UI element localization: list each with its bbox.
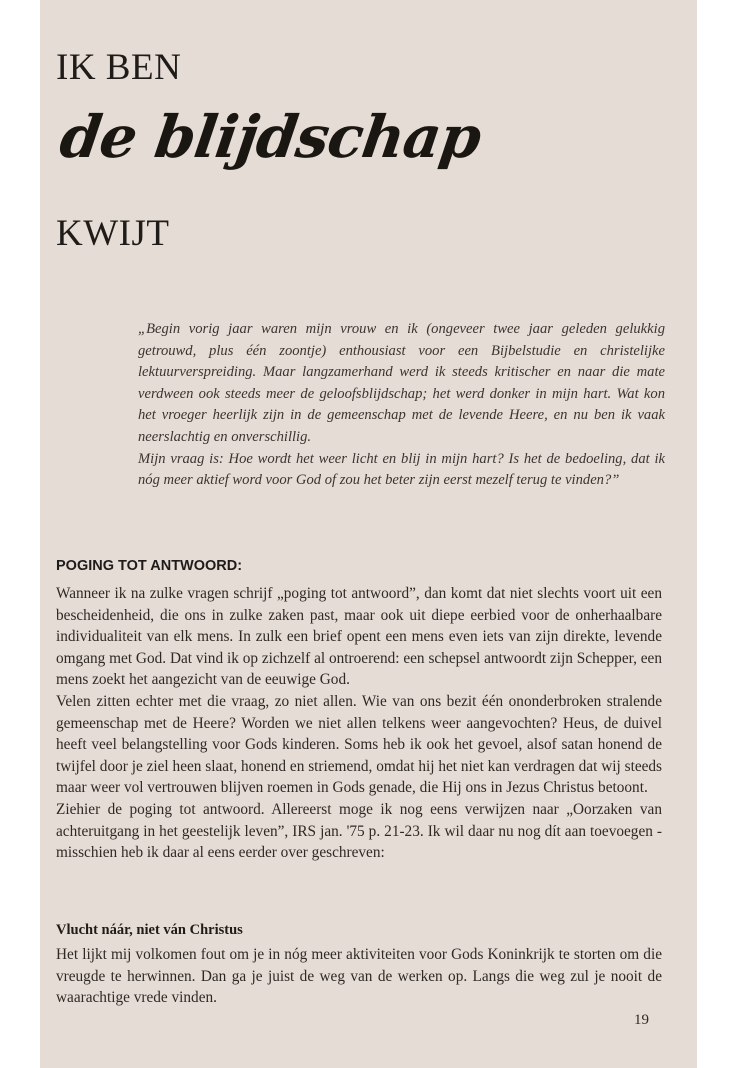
quote-paragraph: Mijn vraag is: Hoe wordt het weer licht en blij in mijn hart? Is het de bedoeling, dat ik nóg meer aktief word voor God of zou het beter zijn eerst mezelf terug te vinden?” (138, 450, 665, 489)
subsection-paragraph: Het lijkt mij volkomen fout om je in nóg meer aktiviteiten voor Gods Koninkrijk te storten om die vreugde te herwinnen. Dan ga je juist de weg van de werken op. Langs die weg zul je nooit de waarachtige vrede vinden. (56, 946, 662, 1007)
answer-body (56, 583, 662, 864)
reader-letter-quote (138, 319, 665, 492)
subsection-heading: Vlucht náár, niet ván Christus (56, 922, 243, 938)
page-margin (697, 0, 738, 1068)
body-paragraph: Velen zitten echter met die vraag, zo niet allen. Wie van ons bezit één ononderbroken stralende gemeenschap met de Heere? Worden we niet allen telkens weer aangevochten? Heus, de duivel heeft veel belangstelling voor Gods kinderen. Soms heb ik ook het gevoel, alsof satan honend de twijfel door je ziel heen slaat, honend en striemend, omdat hij het niet kan verdragen dat wij steeds maar weer vol vertrouwen blijven roemen in Gods genade, die Hij ons in Jezus Christus betoont. (56, 692, 662, 797)
page-number: 19 (634, 1012, 649, 1028)
body-paragraph: Wanneer ik na zulke vragen schrijf „poging tot antwoord”, dan komt dat niet slechts voort uit een bescheidenheid, die ons in zulke zaken past, maar ook uit diepe eerbied voor de onherhaalbare individualiteit van elk mens. In zulk een brief opent een mens even iets van zijn direkte, levende omgang met God. Dat vind ik op zichzelf al ontroerend: een schepsel antwoordt zijn Schepper, een mens zoekt het aangezicht van de eeuwige God. (56, 585, 662, 689)
quote-paragraph: „Begin vorig jaar waren mijn vrouw en ik (ongeveer twee jaar geleden gelukkig getrouwd, plus één zoontje) enthousiast voor een Bijbelstudie en christelijke lektuurverspreiding. Maar langzamerhand werd ik steeds kritischer en naar die mate verdween ook steeds meer de geloofsblijdschap; het werd donker in mijn hart. Wat kon het vroeger heerlijk zijn in de gemeenschap met de levende Heere, en nu ben ik vaak neerslachtig en onverschillig. (138, 321, 665, 445)
title-script-line: de blijdschap (56, 103, 485, 171)
title-line-1: IK BEN (56, 47, 182, 88)
body-paragraph: Ziehier de poging tot antwoord. Allereerst moge ik nog eens verwijzen naar „Oorzaken van achteruitgang in het geestelijk leven”, IRS jan. '75 p. 21-23. Ik wil daar nu nog dít aan toevoegen - misschien heb ik daar al eens eerder over geschreven: (56, 800, 662, 862)
section-heading: POGING TOT ANTWOORD: (56, 558, 243, 574)
title-line-3: KWIJT (56, 213, 170, 254)
